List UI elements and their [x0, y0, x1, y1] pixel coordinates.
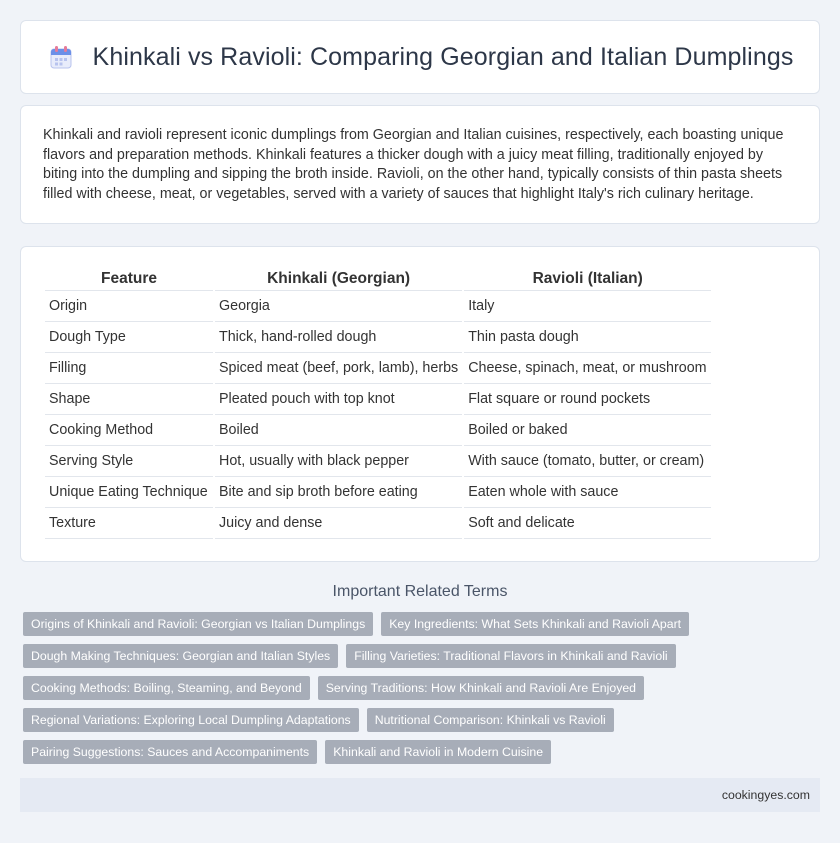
comparison-table — [43, 265, 713, 539]
ravioli-cell: Flat square or round pockets — [464, 384, 711, 415]
feature-cell: Serving Style — [45, 446, 213, 477]
related-term-tag[interactable]: Dough Making Techniques: Georgian and Italian Styles — [23, 644, 338, 668]
khinkali-cell: Boiled — [215, 415, 462, 446]
page-footer — [20, 778, 820, 812]
related-terms-title: Important Related Terms — [332, 583, 508, 600]
table-row — [45, 415, 711, 446]
related-term-tag[interactable]: Cooking Methods: Boiling, Steaming, and Beyond — [23, 676, 310, 700]
khinkali-cell: Hot, usually with black pepper — [215, 446, 462, 477]
feature-cell: Texture — [45, 508, 213, 539]
related-terms-list — [23, 612, 820, 764]
related-term-tag[interactable]: Pairing Suggestions: Sauces and Accompaniments — [23, 740, 317, 764]
header-ravioli: Ravioli (Italian) — [464, 265, 711, 291]
feature-cell: Unique Eating Technique — [45, 477, 213, 508]
site-name[interactable]: cookingyes.com — [721, 788, 810, 802]
khinkali-cell: Georgia — [215, 291, 462, 322]
related-term-tag[interactable]: Regional Variations: Exploring Local Dumpling Adaptations — [23, 708, 359, 732]
table-row — [45, 322, 711, 353]
header-feature: Feature — [45, 265, 213, 291]
calendar-icon — [47, 43, 75, 71]
table-row — [45, 291, 711, 322]
feature-cell: Dough Type — [45, 322, 213, 353]
feature-cell: Shape — [45, 384, 213, 415]
page-header — [20, 20, 820, 94]
khinkali-cell: Juicy and dense — [215, 508, 462, 539]
related-term-tag[interactable]: Serving Traditions: How Khinkali and Ravioli Are Enjoyed — [318, 676, 644, 700]
table-row — [45, 508, 711, 539]
related-term-tag[interactable]: Filling Varieties: Traditional Flavors in Khinkali and Ravioli — [346, 644, 675, 668]
table-row — [45, 477, 711, 508]
khinkali-cell: Thick, hand-rolled dough — [215, 322, 462, 353]
table-header-row — [45, 265, 711, 291]
ravioli-cell: With sauce (tomato, butter, or cream) — [464, 446, 711, 477]
header-khinkali: Khinkali (Georgian) — [215, 265, 462, 291]
khinkali-cell: Bite and sip broth before eating — [215, 477, 462, 508]
feature-cell: Origin — [45, 291, 213, 322]
ravioli-cell: Eaten whole with sauce — [464, 477, 711, 508]
page-title: Khinkali vs Ravioli: Comparing Georgian and Italian Dumplings — [92, 42, 794, 71]
khinkali-cell: Pleated pouch with top knot — [215, 384, 462, 415]
related-term-tag[interactable]: Origins of Khinkali and Ravioli: Georgian vs Italian Dumplings — [23, 612, 373, 636]
ravioli-cell: Thin pasta dough — [464, 322, 711, 353]
ravioli-cell: Italy — [464, 291, 711, 322]
feature-cell: Filling — [45, 353, 213, 384]
table-row — [45, 446, 711, 477]
table-row — [45, 384, 711, 415]
feature-cell: Cooking Method — [45, 415, 213, 446]
ravioli-cell: Cheese, spinach, meat, or mushroom — [464, 353, 711, 384]
intro-card — [20, 105, 820, 224]
related-term-tag[interactable]: Khinkali and Ravioli in Modern Cuisine — [325, 740, 551, 764]
khinkali-cell: Spiced meat (beef, pork, lamb), herbs — [215, 353, 462, 384]
intro-text: Khinkali and ravioli represent iconic dumplings from Georgian and Italian cuisines, respectively, each boasting unique flavors and preparation methods. Khinkali features a thicker dough with a juicy meat filling, traditionally enjoyed by biting into the dumpling and sipping the broth inside. Ravioli, on the other hand, typically consists of thin pasta sheets filled with cheese, meat, or vegetables, served with a variety of sauces that highlight Italy's rich culinary heritage. — [43, 127, 784, 202]
ravioli-cell: Soft and delicate — [464, 508, 711, 539]
related-term-tag[interactable]: Key Ingredients: What Sets Khinkali and Ravioli Apart — [381, 612, 689, 636]
related-term-tag[interactable]: Nutritional Comparison: Khinkali vs Ravioli — [367, 708, 614, 732]
ravioli-cell: Boiled or baked — [464, 415, 711, 446]
comparison-card — [20, 246, 820, 562]
table-row — [45, 353, 711, 384]
